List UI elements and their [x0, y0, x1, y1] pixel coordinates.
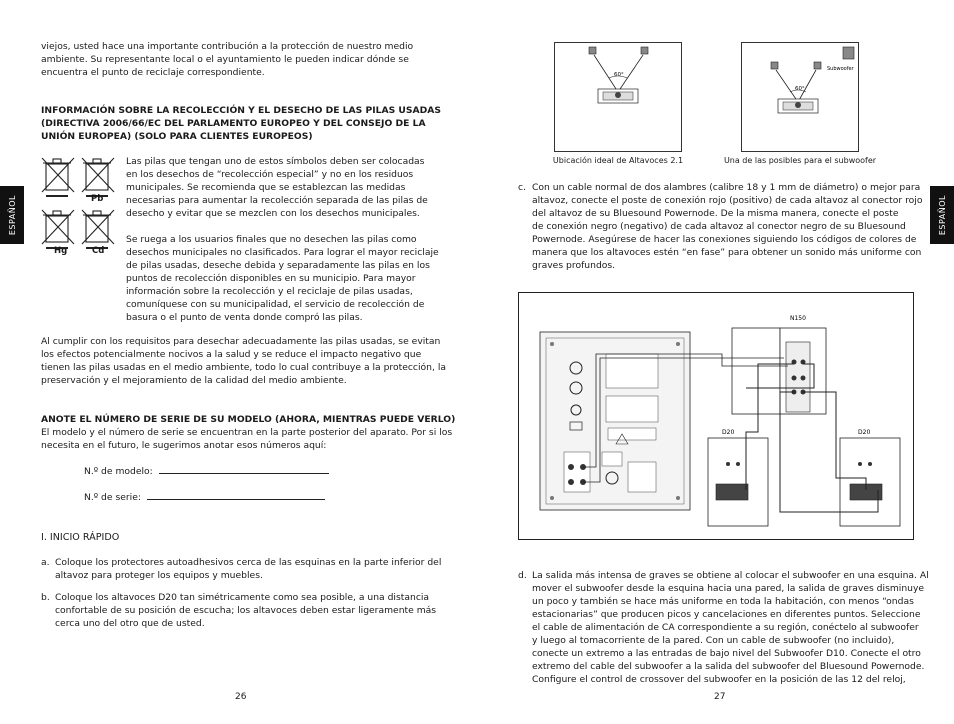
model-number-line[interactable] — [159, 464, 329, 474]
text-line: El modelo y el número de serie se encuentran en la parte posterior del aparato. Por si los — [41, 427, 453, 438]
text-line: confortable de su posición de escucha; los altavoces deben estar ligeramente más — [55, 605, 437, 616]
subwoofer-label: Subwoofer — [827, 66, 854, 72]
battery-symbols — [40, 156, 120, 260]
text-line: viejos, usted hace una importante contribución a la protección de nuestro medio — [41, 41, 414, 52]
text-line: necesarias para aumentar la recolección separada de las pilas de — [126, 195, 428, 206]
text-line: tienen las pilas usadas en el medio ambiente, todo lo cual contribuye a la protección, la — [41, 362, 447, 373]
crossed-bin-hg-icon — [42, 210, 74, 244]
text-line: ambiente. Su representante local o el ayuntamiento le pueden indicar dónde se — [41, 54, 409, 65]
text-line: Coloque los altavoces D20 tan simétricamente como sea posible, a una distancia — [55, 592, 430, 603]
text-line: estacionarias” que producen picos y cancelaciones en diferentes puntos. Seleccione — [532, 609, 921, 620]
item-a-label: a. — [41, 557, 50, 568]
pb-label: Pb — [91, 194, 104, 204]
n150-label: N150 — [790, 315, 806, 322]
subwoofer-icon — [843, 47, 854, 59]
text-line: el cable de alimentación de CA correspondiente a su región, conéctelo al subwoofer — [532, 622, 919, 633]
language-tab-right: ESPAÑOL — [930, 186, 954, 244]
serial-heading: ANOTE EL NÚMERO DE SERIE DE SU MODELO (AHORA, MIENTRAS PUEDE VERLO) — [41, 414, 456, 425]
text-line: desechos municipales no clasificados. Para lograr el mayor reciclaje — [126, 247, 439, 258]
text-line: municipales. Se recomienda que se establezcan las medidas — [126, 182, 406, 193]
diagram-ideal-caption: Ubicación ideal de Altavoces 2.1 — [552, 156, 684, 165]
text-line: del altavoz de su Bluesound Powernode. De la misma manera, conecte el poste — [532, 208, 899, 219]
serial-number-line[interactable] — [147, 490, 325, 500]
d20-left-label: D20 — [722, 429, 735, 436]
text-line: y luego al tomacorriente de la pared. Con un cable de subwoofer (no incluido), — [532, 635, 895, 646]
text-line: Coloque los protectores autoadhesivos cerca de las esquinas en la parte inferior del — [55, 557, 442, 568]
battery-paragraph-2 — [126, 233, 439, 324]
language-tab-left: ESPAÑOL — [0, 186, 24, 244]
hg-label: Hg — [54, 246, 68, 256]
intro-paragraph — [41, 40, 413, 79]
text-line: Configure el control de crossover del subwoofer en la posición de las 12 del reloj, — [532, 674, 906, 685]
item-d — [518, 569, 929, 687]
item-d-text — [532, 569, 929, 686]
subwoofer-back-panel — [540, 332, 690, 510]
text-line: basura o el punto de venta donde compró las pilas. — [126, 312, 363, 323]
text-line: extremo del cable del subwoofer a la salida del subwoofer del Bluesound Powernode. — [532, 661, 925, 672]
battery-paragraph-3 — [41, 335, 446, 387]
left-speaker-icon — [589, 47, 596, 54]
text-line: (DIRECTIVA 2006/66/EC DEL PARLAMENTO EUROPEO Y DEL CONSEJO DE LA — [41, 118, 426, 129]
page-number-right: 27 — [714, 692, 726, 702]
d20-right-label: D20 — [858, 429, 871, 436]
wiring-diagram — [518, 292, 914, 540]
item-a-text — [55, 556, 441, 582]
text-line: conecte un extremo a las entradas de bajo nivel del Subwoofer D10. Conecte el otro — [532, 648, 921, 659]
text-line: encuentra el punto de reciclaje correspondiente. — [41, 67, 265, 78]
serial-paragraph — [41, 426, 452, 452]
serial-number-label: N.º de serie: — [84, 492, 141, 503]
text-line: graves profundos. — [532, 260, 616, 271]
text-line: La salida más intensa de graves se obtiene al colocar el subwoofer en una esquina. Al — [532, 570, 929, 581]
angle-label: 60° — [614, 72, 624, 78]
model-number-field[interactable] — [84, 464, 329, 477]
cd-label: Cd — [92, 246, 105, 256]
text-line: manera que los altavoces estén “en fase” para obtener un sonido más uniforme con — [532, 247, 922, 258]
text-line: Se ruega a los usuarios finales que no desechen las pilas como — [126, 234, 417, 245]
placement-diagram-ideal — [554, 42, 682, 152]
text-line: información sobre la recolección y el reciclaje de pilas usadas, — [126, 286, 413, 297]
item-a — [41, 556, 442, 584]
d20-left-speaker — [708, 438, 768, 526]
text-line: cerca uno del otro que de usted. — [55, 618, 205, 629]
item-c-text — [532, 181, 922, 272]
text-line: Powernode. Asegúrese de hacer las conexiones siguiendo los códigos de colores de — [532, 234, 917, 245]
item-b-label: b. — [41, 592, 50, 603]
model-number-label: N.º de modelo: — [84, 466, 153, 477]
item-c — [518, 181, 923, 273]
battery-paragraph-1 — [126, 155, 428, 220]
text-line: necesita en el futuro, le sugerimos anotar esos números aquí: — [41, 440, 327, 451]
text-line: altavoz para proteger los equipos y muebles. — [55, 570, 263, 581]
text-line: UNIÓN EUROPEA) (SOLO PARA CLIENTES EUROPEOS) — [41, 131, 313, 142]
text-line: comuníquese con su municipalidad, el servicio de recolección de — [126, 299, 425, 310]
d20-right-speaker — [840, 438, 900, 526]
diagram-subwoofer-caption: Una de las posibles para el subwoofer — [723, 156, 877, 165]
crossed-bin-pb-icon — [82, 158, 114, 192]
text-line: en los desechos de “recolección especial” y no en los residuos — [126, 169, 414, 180]
text-line: Las pilas que tengan uno de estos símbolos deben ser colocadas — [126, 156, 425, 167]
crossed-bin-icon — [42, 158, 74, 192]
item-d-label: d. — [518, 570, 527, 581]
text-line: los efectos potencialmente nocivos a la salud y se reduce el impacto negativo que — [41, 349, 422, 360]
item-c-label: c. — [518, 182, 526, 193]
quick-start-heading: I. INICIO RÁPIDO — [41, 532, 120, 543]
item-b-text — [55, 591, 436, 630]
item-b — [41, 591, 437, 631]
page-number-left: 26 — [235, 692, 247, 702]
crossed-bin-cd-icon — [82, 210, 114, 244]
text-line: altavoz, conecte el poste de conexión rojo (positivo) de cada altavoz al conector rojo — [532, 195, 923, 206]
text-line: Con un cable normal de dos alambres (calibre 18 y 1 mm de diámetro) o mejor para — [532, 182, 921, 193]
angle-label: 60° — [795, 86, 805, 92]
text-line: de conexión negro (negativo) de cada altavoz al conector negro de su Bluesound — [532, 221, 906, 232]
battery-heading — [41, 104, 441, 143]
text-line: mover el subwoofer desde la esquina hacia una pared, la salida de graves disminuye — [532, 583, 925, 594]
text-line: INFORMACIÓN SOBRE LA RECOLECCIÓN Y EL DESECHO DE LAS PILAS USADAS — [41, 105, 441, 116]
text-line: preservación y el mejoramiento de la calidad del medio ambiente. — [41, 375, 347, 386]
text-line: Al cumplir con los requisitos para desechar adecuadamente las pilas usadas, se evitan — [41, 336, 441, 347]
serial-number-field[interactable] — [84, 490, 325, 503]
placement-diagram-subwoofer — [741, 42, 859, 152]
text-line: desecho y evitar que se mezclen con los desechos municipales. — [126, 208, 420, 219]
right-speaker-icon — [641, 47, 648, 54]
text-line: puntos de recolección disponibles en su municipio. Para mayor — [126, 273, 416, 284]
text-line: un poco y también se hace más uniforme en toda la habitación, con menos “ondas — [532, 596, 914, 607]
text-line: de pilas usadas, deseche debida y separadamente las pilas en los — [126, 260, 430, 271]
n150-powernode — [732, 328, 826, 414]
